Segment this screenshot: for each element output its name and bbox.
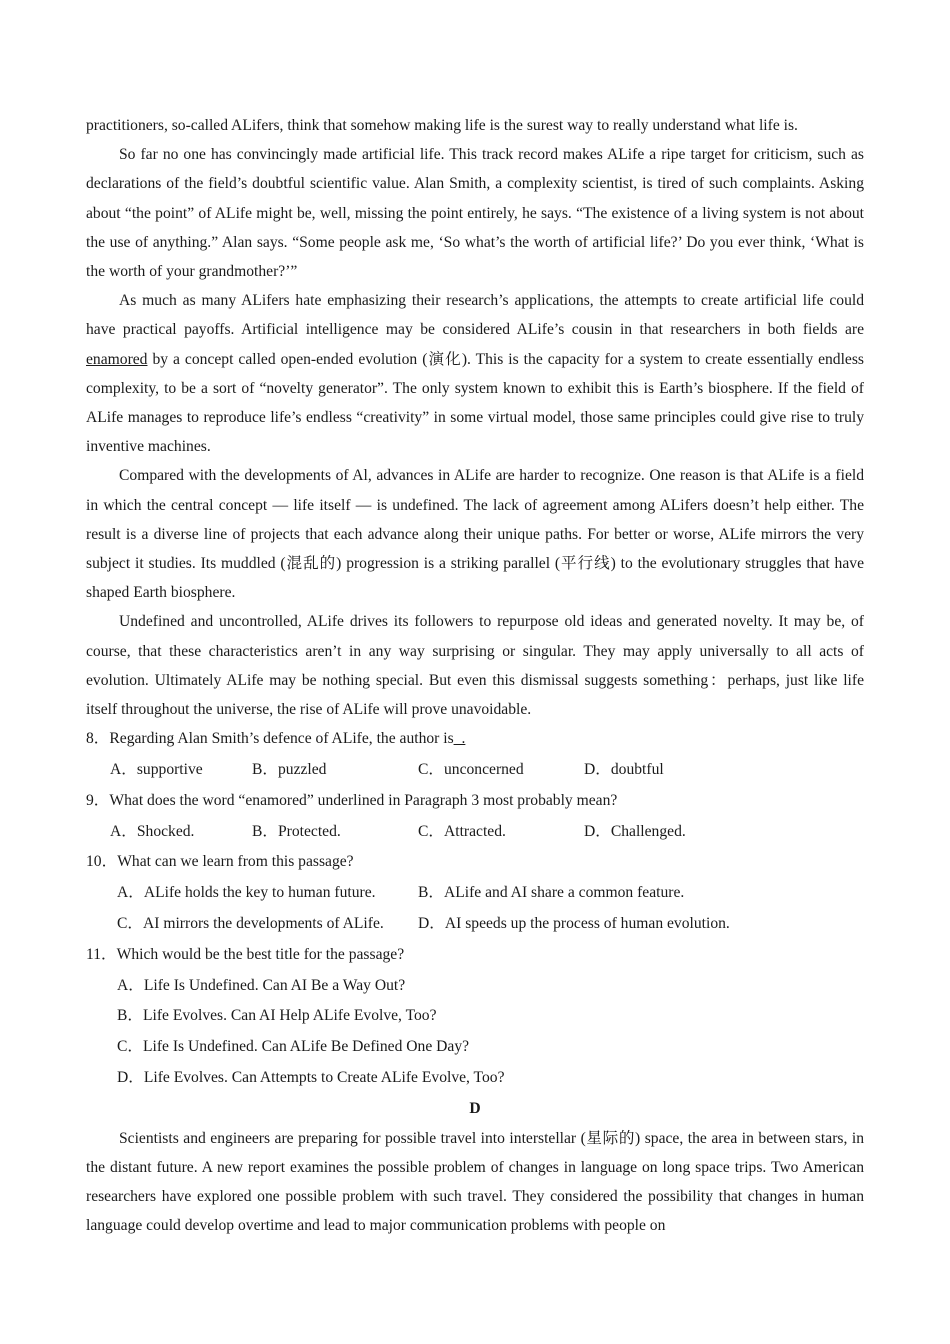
option-c: C．Attracted. (418, 822, 506, 840)
paragraph-c5: Undefined and uncontrolled, ALife drives its followers to repurpose old ideas and generated novelty. It may be, of course, that these characteristics aren’t in any way surprising or singular. They may apply universally to all acts of evolution. Ultimately ALife may be nothing special. But even this dismissal suggests something：perhaps, just like life itself throughout the universe, the rise of ALife will prove unavoidable. (86, 613, 864, 719)
section-heading-d: D (469, 1099, 481, 1117)
question-9: 9．What does the word “enamored” underlined in Paragraph 3 most probably mean? (86, 791, 618, 809)
option-d: D．Life Evolves. Can Attempts to Create ALife Evolve, Too? (117, 1069, 505, 1087)
option-c: C．unconcerned (418, 761, 524, 779)
question-8 (86, 724, 864, 755)
option-d: D．doubtful (584, 761, 664, 779)
question-8-blank: _. (453, 730, 466, 748)
option-d: D．AI speeds up the process of human evolution. (418, 915, 730, 933)
paragraph-c2: So far no one has convincingly made artificial life. This track record makes ALife a ripe target for criticism, such as declarations of the field’s doubtful scientific value. Alan Smith, a complexity scientist, is tired of such complaints. Asking about “the point” of ALife might be, well, missing the point entirely, he says. “The existence of a living system is not about the use of anything.” Alan says. “Some people ask me, ‘So what’s the worth of artificial life?’ Do you ever think, ‘What is the worth of your grandmother?’” (86, 146, 864, 281)
option-b: B．puzzled (252, 761, 327, 779)
option-a: A．supportive (110, 761, 203, 779)
question-11: 11．Which would be the best title for the passage? (86, 945, 405, 963)
question-10-options-row1 (86, 878, 864, 909)
document-page (86, 111, 864, 1241)
question-10: 10．What can we learn from this passage? (86, 853, 354, 871)
question-10-options-row2 (86, 909, 864, 940)
question-8-options (86, 755, 864, 786)
option-a: A．Life Is Undefined. Can AI Be a Way Out? (117, 976, 406, 994)
option-a: A．ALife holds the key to human future. (117, 884, 376, 902)
option-b: B．Life Evolves. Can AI Help ALife Evolve, Too? (117, 1007, 437, 1025)
underlined-word: enamored (86, 350, 148, 368)
question-8-stem: 8．Regarding Alan Smith’s defence of ALife, the author is (86, 730, 454, 748)
paragraph-c4: Compared with the developments of Al, advances in ALife are harder to recognize. One reason is that ALife is a field in which the central concept — life itself — is undefined. The lack of agreement among ALifers doesn’t help either. The result is a diverse line of projects that each advance along their unique paths. For better or worse, ALife mirrors the very subject it studies. Its muddled (混乱的) progression is a striking parallel (平行线) to the evolutionary struggles that have shaped Earth biosphere. (86, 467, 864, 602)
paragraph-c3 (86, 286, 864, 461)
paragraph-c1: practitioners, so-called ALifers, think that somehow making life is the surest way to really understand what life is. (86, 117, 798, 134)
paragraph-d1: Scientists and engineers are preparing for possible travel into interstellar (星际的) space, the area in between stars, in the distant future. A new report examines the possible problem of changes in language on long space trips. Two American researchers have explored one possible problem with such travel. They considered the possibility that changes in human language could develop overtime and lead to major communication problems with people on (86, 1129, 864, 1235)
option-c: C．Life Is Undefined. Can ALife Be Defined One Day? (117, 1038, 470, 1056)
option-c: C．AI mirrors the developments of ALife. (117, 915, 384, 933)
question-9-options (86, 817, 864, 848)
option-d: D．Challenged. (584, 822, 686, 840)
paragraph-c3-end: by a concept called open-ended evolution (演化). This is the capacity for a system to create essentially endless complexity, to be a sort of “novelty generator”. The only system known to exhibit this is Earth’s biosphere. If the field of ALife manages to reproduce life’s endless “creativity” in some virtual model, those same principles could give rise to truly inventive machines. (86, 350, 864, 456)
option-b: B．ALife and AI share a common feature. (418, 884, 685, 902)
option-a: A．Shocked. (110, 822, 195, 840)
option-b: B．Protected. (252, 822, 341, 840)
paragraph-c3-start: As much as many ALifers hate emphasizing their research’s applications, the attempts to create artificial life could have practical payoffs. Artificial intelligence may be considered ALife’s cousin in that researchers in both fields are (86, 292, 864, 339)
